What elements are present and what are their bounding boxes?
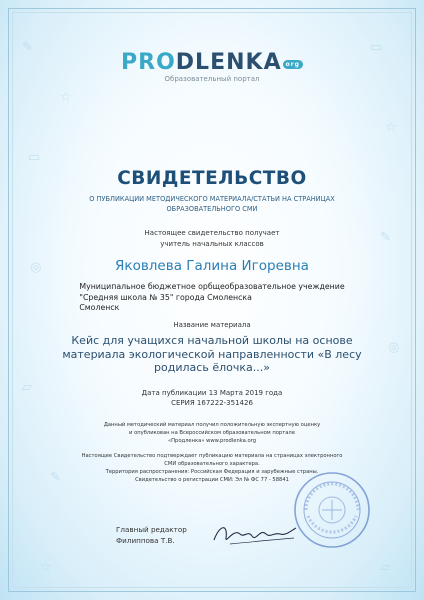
series-number: СЕРИЯ 167222-351426 [171,399,253,407]
star-doodle-icon: ☆ [40,560,52,575]
book-doodle-icon: ▭ [370,40,383,55]
star-doodle-icon: ☆ [385,120,397,135]
certificate-subtitle: О ПУБЛИКАЦИИ МЕТОДИЧЕСКОГО МАТЕРИАЛА/СТАТЬИ НА СТРАНИЦАХ ОБРАЗОВАТЕЛЬНОГО СМИ [89,195,335,213]
pencil-doodle-icon: ✎ [22,40,33,55]
material-title: Кейс для учащихся начальной школы на основе материала экологической направленности «В лесу родилась ёлочка...» [62,334,362,374]
expert-note: Данный методический материал получил положительную экспертную оценку и опубликован на Всероссийском образовательном портале «Продленка» www.prodlenka.org [103,422,321,444]
certificate-title: СВИДЕТЕЛЬСТВО [117,168,307,189]
logo-tagline: Образовательный портал [164,75,260,83]
logo-org-badge: org [283,60,303,69]
recipient-name: Яковлева Галина Игоревна [115,258,309,274]
logo-wordmark: PRODLENKA org [0,50,424,75]
chief-editor: Главный редактор Филиппова Т.В. [116,525,187,545]
prodlenka-logo [0,50,424,83]
editor-signature [210,518,300,550]
receives-text: Настоящее свидетельство получает учитель начальных классов [144,229,280,248]
pencil-doodle-icon: ✎ [50,470,61,485]
ruler-doodle-icon: ▱ [380,560,390,575]
book-doodle-icon: ▭ [28,150,41,165]
pencil-doodle-icon: ✎ [380,230,391,245]
registration-note: Настоящее Свидетельство подтверждает публикацию материала на страницах электронного СМИ образовательного характера. Территория распространения: Российская Федерация и зарубежные страны. Свидетельство о регистрации СМИ: Эл № ФС 77 - 58841 [81,453,343,483]
globe-doodle-icon: ◎ [388,340,400,355]
round-stamp [292,470,372,550]
globe-doodle-icon: ◎ [30,260,42,275]
star-doodle-icon: ☆ [60,90,72,105]
material-label: Название материала [173,321,251,329]
organization-block: Муниципальное бюджетное орбщеобразовательное учеждение "Средняя школа № 35" города Смоленска Смоленск [79,282,345,312]
ruler-doodle-icon: ▱ [22,380,32,395]
publication-date: Дата публикации 13 Марта 2019 года СЕРИЯ 167222-351426 [0,388,424,408]
